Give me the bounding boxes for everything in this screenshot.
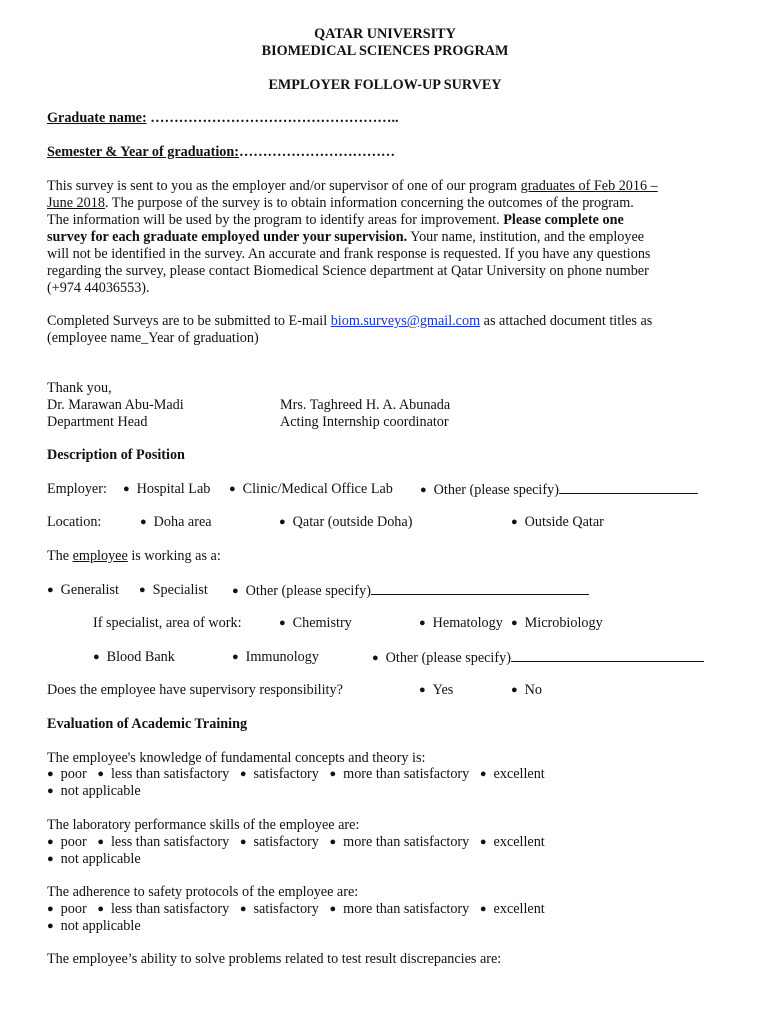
signatory-name-2: Mrs. Taghreed H. A. Abunada xyxy=(280,397,451,413)
bullet-icon: ● xyxy=(47,836,54,848)
rating-poor[interactable]: poor xyxy=(60,901,87,917)
bullet-icon: ● xyxy=(97,836,104,848)
thanks-text: Thank you, xyxy=(47,380,112,396)
bullet-icon: ● xyxy=(47,920,54,932)
bullet-icon: ● xyxy=(47,785,54,797)
bullet-icon: ● xyxy=(97,768,104,780)
bullet-icon: ● xyxy=(47,903,54,915)
bullet-icon: ● xyxy=(47,853,54,865)
question-problem-solving: The employee’s ability to solve problems related to test result discrepancies are: xyxy=(47,951,502,967)
position-heading: Description of Position xyxy=(47,447,185,463)
bullet-icon: ● xyxy=(97,903,104,915)
role-option-generalist[interactable]: ● Generalist xyxy=(47,582,119,598)
rating-not-applicable[interactable]: ● not applicable xyxy=(47,851,141,867)
program-title: BIOMEDICAL SCIENCES PROGRAM xyxy=(261,43,509,59)
submission-line: Completed Surveys are to be submitted to E-mail biom.surveys@gmail.com as attached document titles as xyxy=(47,313,653,329)
working-as-text: The employee is working as a: xyxy=(47,548,221,564)
rating-more-than-satisfactory[interactable]: more than satisfactory xyxy=(343,901,470,917)
employer-label: Employer: xyxy=(47,481,107,497)
rating-less-than-satisfactory[interactable]: less than satisfactory xyxy=(110,901,230,917)
rating-not-applicable[interactable]: ● not applicable xyxy=(47,783,141,799)
semester-year-dots: …………………………… xyxy=(239,144,396,160)
bullet-icon: ● xyxy=(420,484,427,496)
bullet-icon: ● xyxy=(140,516,147,528)
rating-excellent[interactable]: excellent xyxy=(493,834,545,850)
bullet-icon: ● xyxy=(329,768,337,780)
bullet-icon: ● xyxy=(232,651,239,663)
email-link[interactable]: biom.surveys@gmail.com xyxy=(330,313,481,329)
bullet-icon: ● xyxy=(239,836,247,848)
rating-excellent[interactable]: excellent xyxy=(493,766,545,782)
rating-less-than-satisfactory[interactable]: less than satisfactory xyxy=(110,766,230,782)
employer-option-hospital[interactable]: ● Hospital Lab xyxy=(123,481,211,497)
bullet-icon: ● xyxy=(239,903,247,915)
bullet-icon: ● xyxy=(511,684,518,696)
bullet-icon: ● xyxy=(329,903,337,915)
bullet-icon: ● xyxy=(47,768,54,780)
graduate-name-dots: …………………………………………….. xyxy=(146,110,399,126)
bullet-icon: ● xyxy=(479,903,487,915)
bullet-icon: ● xyxy=(229,483,236,495)
location-option-doha[interactable]: ● Doha area xyxy=(140,514,212,530)
survey-page: QATAR UNIVERSITY BIOMEDICAL SCIENCES PROGRAM EMPLOYER FOLLOW-UP SURVEY Graduate name: …………………………………………….. Semester & Year of graduation:…………………………… This survey is sent to you as the employer and/or supervisor of one of our program graduates of Feb 2016 – June 2018. The purpose of the survey is to obtain information concerning the outcomes of the program. The information will be used by the program to identify areas for improvement. Please complete one survey for each graduate employed under your supervision. Your name, institution, and the employee will not be identified in the survey. An accurate and frank response is requested. If you have any questions regarding the survey, please contact Biomedical Science department at Qatar University on phone number (+974 44036553). Completed Surveys are to be submitted to E-mail biom.surveys@gmail.com as attached document titles as (employee name_Year of graduation) Thank you, Dr. Marawan Abu-Madi Department Head Mrs. Taghreed H. A. Abunada Acting Internship coordinator Description of Position Employer: ● Hospital Lab ● Clinic/Medical Office Lab ● Other (please specify) Location: ● Doha area ● Qatar (outside Doha) ● Outside Qatar The employee is working as a: ● Generalist ● Specialist ● Other (please specify) If specialist, area of work: ● Chemistry ● Hematology ● Microbiology ● Blood Bank ● Immunology ● Other (please specify) Does the employee have supervisory responsibility? ● Yes ● No Evaluation of Academic Training The employee's knowledge of fundamental concepts and theory is: ● poor ● less than satisfactory ● satisfactory ● more than satisfactory ● excellent ● not applicable The laboratory performance skills of the employee are: ● poor ● less than satisfactory ● satisfactory ● more than satisfactory ● excellent ● not applicable The adherence to safety protocols of the employee are: ● poor ● less than satisfactory ● satisfactory ● more than satisfactory ● excellent ● not applicable The employee’s ability to solve problems related to test result discrepancies are: xyxy=(0,0,770,1024)
area-option-immunology[interactable]: ● Immunology xyxy=(232,649,319,665)
signatory-name-1: Dr. Marawan Abu-Madi xyxy=(47,397,184,413)
rating-excellent[interactable]: excellent xyxy=(493,901,545,917)
question-knowledge: The employee's knowledge of fundamental concepts and theory is: xyxy=(47,750,426,766)
area-option-blood-bank[interactable]: ● Blood Bank xyxy=(93,649,175,665)
rating-satisfactory[interactable]: satisfactory xyxy=(253,901,319,917)
bullet-icon: ● xyxy=(511,516,518,528)
supervisory-question: Does the employee have supervisory responsibility? xyxy=(47,682,343,698)
bullet-icon: ● xyxy=(419,684,426,696)
rating-poor[interactable]: poor xyxy=(60,834,87,850)
supervisory-yes[interactable]: ● Yes xyxy=(419,682,454,698)
area-option-chemistry[interactable]: ● Chemistry xyxy=(279,615,352,631)
bullet-icon: ● xyxy=(123,483,130,495)
location-label: Location: xyxy=(47,514,102,530)
question-lab-skills: The laboratory performance skills of the employee are: xyxy=(47,817,360,833)
supervisory-no[interactable]: ● No xyxy=(511,682,542,698)
role-option-other[interactable]: ● Other (please specify) xyxy=(232,582,589,601)
rating-more-than-satisfactory[interactable]: more than satisfactory xyxy=(343,834,470,850)
bullet-icon: ● xyxy=(279,516,286,528)
signatory-role-2: Acting Internship coordinator xyxy=(280,414,449,430)
bullet-icon: ● xyxy=(239,768,247,780)
submission-title-format: (employee name_Year of graduation) xyxy=(47,330,259,346)
role-option-specialist[interactable]: ● Specialist xyxy=(139,582,208,598)
graduate-name-label: Graduate name: xyxy=(47,110,147,126)
bullet-icon: ● xyxy=(47,584,54,596)
specify-line[interactable] xyxy=(371,582,589,595)
rating-row xyxy=(47,834,545,852)
graduate-name-field[interactable] xyxy=(47,110,399,127)
university-title: QATAR UNIVERSITY xyxy=(314,26,456,42)
rating-not-applicable[interactable]: ● not applicable xyxy=(47,918,141,934)
employer-option-other[interactable]: ● Other (please specify) xyxy=(420,481,698,500)
location-option-outside[interactable]: ● Outside Qatar xyxy=(511,514,604,530)
evaluation-heading: Evaluation of Academic Training xyxy=(47,716,248,732)
semester-year-field[interactable] xyxy=(47,144,395,161)
bullet-icon: ● xyxy=(372,652,379,664)
bullet-icon: ● xyxy=(419,617,426,629)
bullet-icon: ● xyxy=(511,617,518,629)
question-safety: The adherence to safety protocols of the employee are: xyxy=(47,884,359,900)
specify-line[interactable] xyxy=(559,481,698,494)
rating-more-than-satisfactory[interactable]: more than satisfactory xyxy=(343,766,470,782)
bullet-icon: ● xyxy=(139,584,146,596)
bullet-icon: ● xyxy=(279,617,286,629)
semester-year-label: Semester & Year of graduation: xyxy=(47,144,240,160)
rating-row xyxy=(47,901,545,919)
area-option-microbiology[interactable]: ● Microbiology xyxy=(511,615,603,631)
location-option-qatar[interactable]: ● Qatar (outside Doha) xyxy=(279,514,413,530)
bullet-icon: ● xyxy=(329,836,337,848)
specialist-area-label: If specialist, area of work: xyxy=(93,615,242,631)
area-option-hematology[interactable]: ● Hematology xyxy=(419,615,503,631)
rating-satisfactory[interactable]: satisfactory xyxy=(253,834,319,850)
rating-poor[interactable]: poor xyxy=(60,766,87,782)
survey-title: EMPLOYER FOLLOW-UP SURVEY xyxy=(268,77,502,93)
rating-satisfactory[interactable]: satisfactory xyxy=(253,766,319,782)
bullet-icon: ● xyxy=(479,768,487,780)
bullet-icon: ● xyxy=(93,651,100,663)
area-option-other[interactable]: ● Other (please specify) xyxy=(372,649,704,668)
rating-row xyxy=(47,766,545,784)
bullet-icon: ● xyxy=(232,585,239,597)
employer-option-clinic[interactable]: ● Clinic/Medical Office Lab xyxy=(229,481,393,497)
rating-less-than-satisfactory[interactable]: less than satisfactory xyxy=(110,834,230,850)
signatory-role-1: Department Head xyxy=(47,414,148,430)
bullet-icon: ● xyxy=(479,836,487,848)
specify-line[interactable] xyxy=(511,649,704,662)
